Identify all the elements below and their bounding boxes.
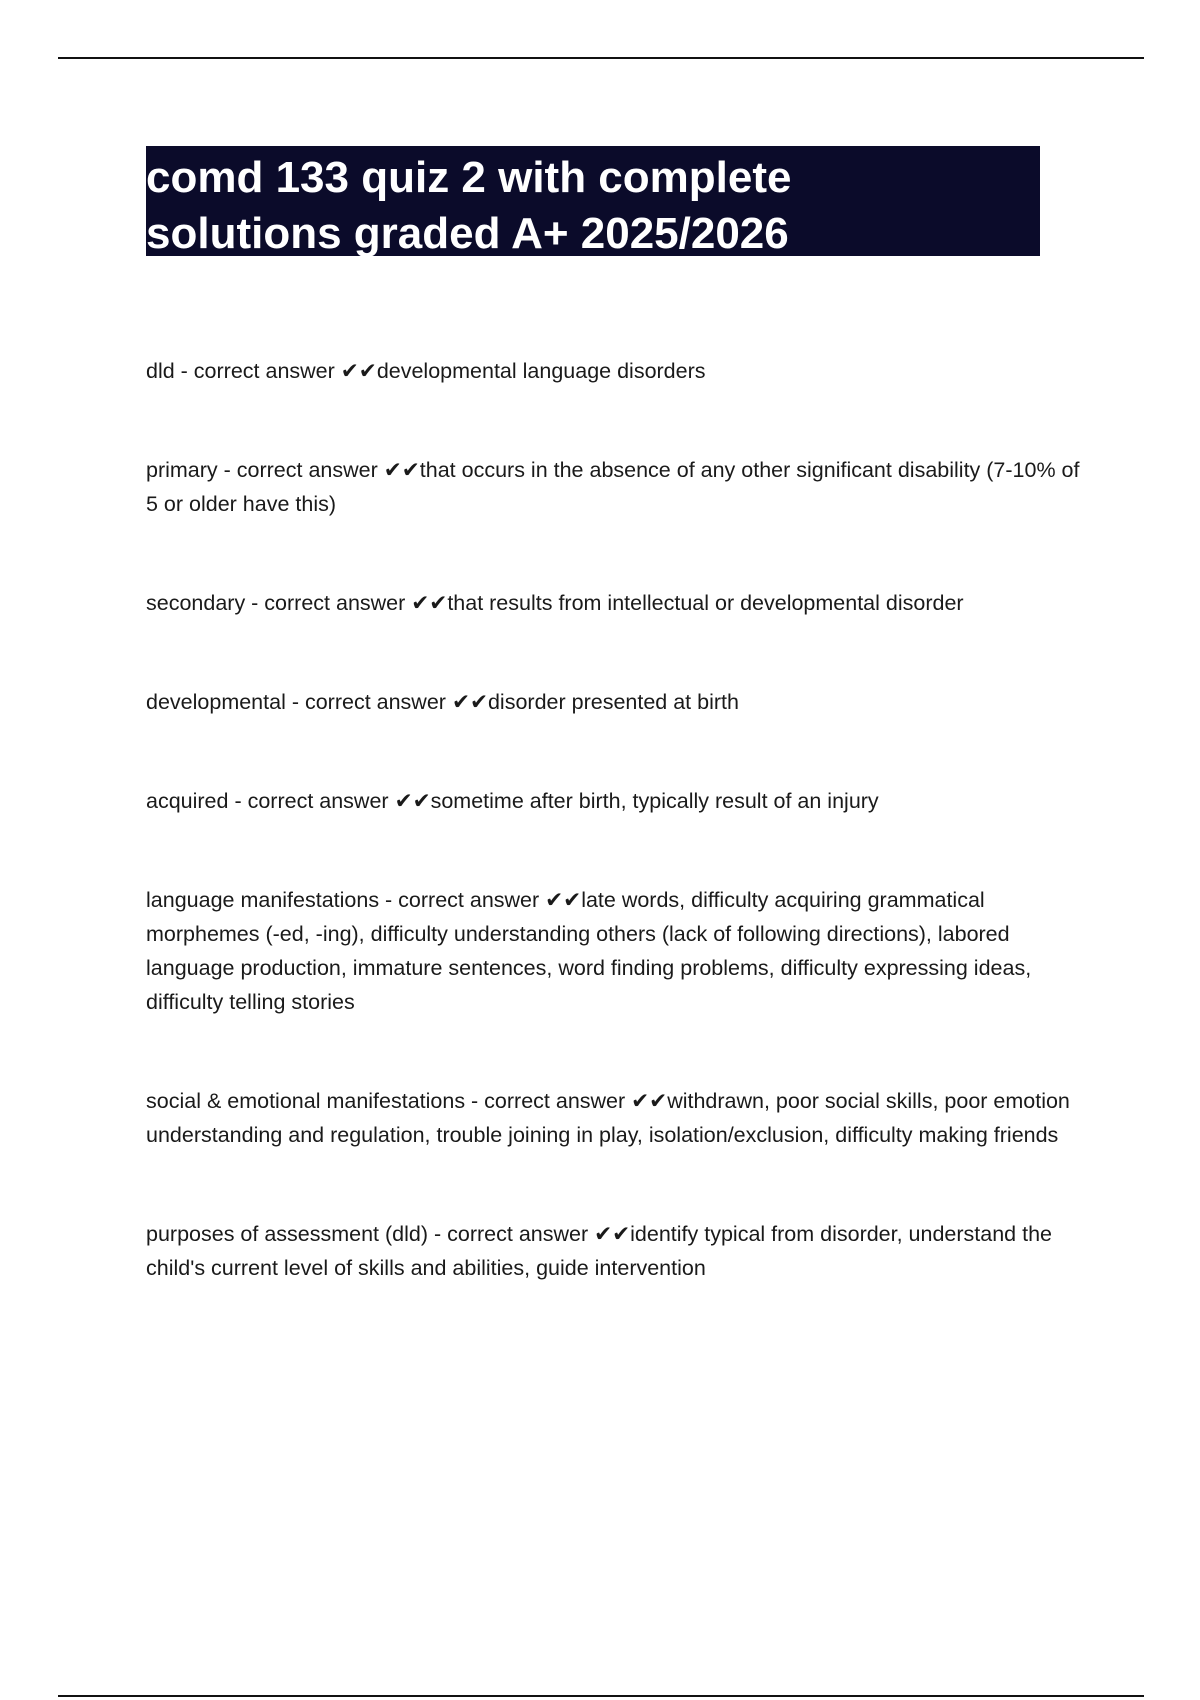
check-icon: ✔✔	[394, 789, 431, 813]
qa-item-language-manifestations	[146, 883, 1096, 1019]
qa-answer: that occurs in the absence of any other significant disability (7-10% of 5 or older have this)	[146, 458, 1080, 516]
check-icon: ✔✔	[631, 1089, 668, 1113]
qa-term: dld	[146, 359, 175, 383]
qa-item-social-emotional-manifestations	[146, 1084, 1096, 1152]
title-banner	[146, 146, 1040, 256]
check-icon: ✔✔	[383, 458, 420, 482]
check-icon: ✔✔	[411, 591, 448, 615]
qa-term: primary	[146, 458, 218, 482]
qa-answer: developmental language disorders	[376, 359, 706, 383]
qa-separator: - correct answer	[217, 458, 384, 482]
qa-separator: - correct answer	[379, 888, 546, 912]
check-icon: ✔✔	[594, 1222, 631, 1246]
qa-term: developmental	[146, 690, 286, 714]
check-icon: ✔✔	[545, 888, 582, 912]
check-icon: ✔✔	[340, 359, 377, 383]
qa-separator: - correct answer	[245, 591, 412, 615]
qa-item-dld	[146, 354, 1096, 388]
qa-answer: sometime after birth, typically result of an injury	[430, 789, 879, 813]
check-icon: ✔✔	[451, 690, 488, 714]
qa-separator: - correct answer	[228, 789, 395, 813]
qa-term: social & emotional manifestations	[146, 1089, 466, 1113]
qa-term: acquired	[146, 789, 229, 813]
qa-term: purposes of assessment (dld)	[146, 1222, 429, 1246]
bottom-divider	[58, 1695, 1144, 1697]
qa-term: language manifestations	[146, 888, 380, 912]
top-divider	[58, 57, 1144, 59]
qa-answer: that results from intellectual or developmental disorder	[447, 591, 964, 615]
qa-answer: withdrawn, poor social skills, poor emotion understanding and regulation, trouble joining in play, isolation/exclusion, difficulty making friends	[146, 1089, 1070, 1147]
qa-separator: - correct answer	[174, 359, 341, 383]
qa-item-primary	[146, 453, 1096, 521]
qa-answer: late words, difficulty acquiring grammatical morphemes (-ed, -ing), difficulty understanding others (lack of following directions), labored language production, immature sentences, word finding problems, difficulty expressing ideas, difficulty telling stories	[146, 888, 1032, 1014]
qa-separator: - correct answer	[285, 690, 452, 714]
qa-item-acquired	[146, 784, 1096, 818]
qa-term: secondary	[146, 591, 246, 615]
qa-separator: - correct answer	[465, 1089, 632, 1113]
document-title: comd 133 quiz 2 with complete solutions graded A+ 2025/2026	[146, 153, 792, 258]
qa-answer: identify typical from disorder, understand the child's current level of skills and abilities, guide intervention	[146, 1222, 1053, 1280]
qa-item-purposes-of-assessment	[146, 1217, 1096, 1285]
qa-separator: - correct answer	[428, 1222, 595, 1246]
qa-answer: disorder presented at birth	[487, 690, 739, 714]
qa-item-secondary	[146, 586, 1096, 620]
qa-list	[146, 354, 1096, 1350]
qa-item-developmental	[146, 685, 1096, 719]
